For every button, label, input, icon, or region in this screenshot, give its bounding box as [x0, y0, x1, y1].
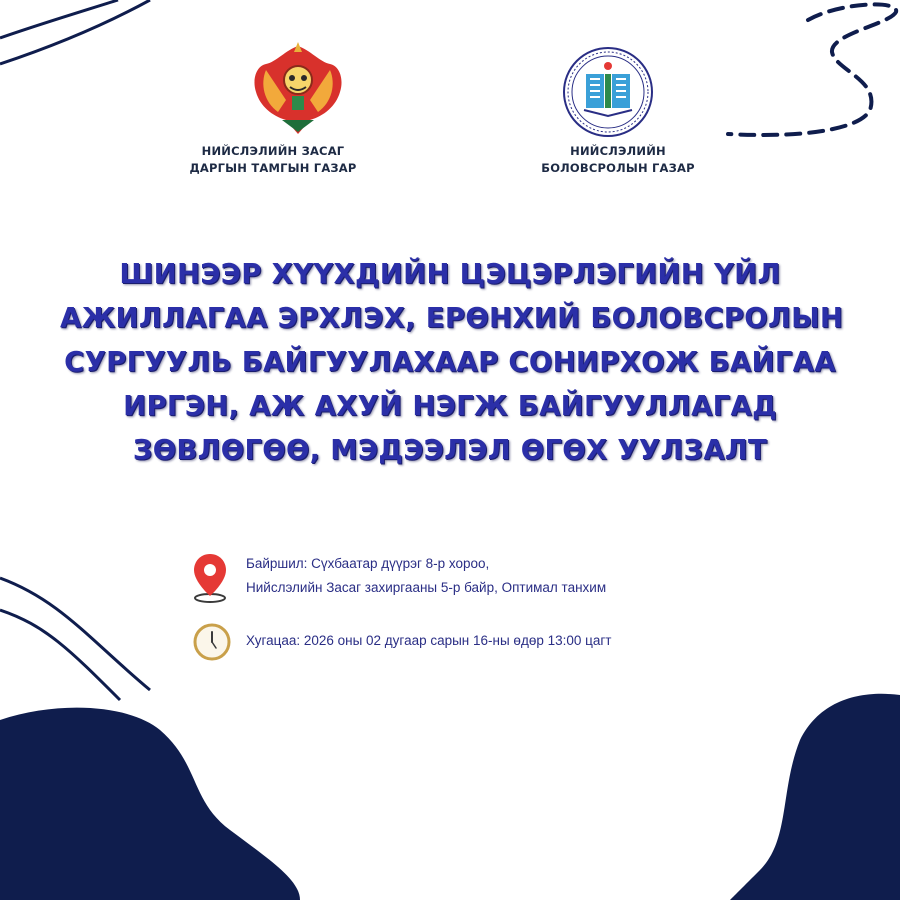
title-line: ИРГЭН, АЖ АХУЙ НЭГЖ БАЙГУУЛЛАГАД: [123, 390, 777, 422]
event-title: [60, 252, 844, 472]
dashed-swirl-top-right: [728, 4, 896, 135]
decorative-curve-top-left: [0, 0, 118, 38]
title-line: ЗӨВЛӨГӨӨ, МЭДЭЭЛЭЛ ӨГӨХ УУЛЗАЛТ: [132, 434, 768, 466]
title-line: АЖИЛЛАГАА ЭРХЛЭХ, ЕРӨНХИЙ БОЛОВСРОЛЫН: [60, 302, 844, 334]
clock-icon: [192, 622, 232, 662]
education-department-logo-icon: [556, 44, 660, 140]
state-emblem-icon: [246, 40, 350, 140]
decorative-curve-left: [0, 578, 150, 690]
title-line: СУРГУУЛЬ БАЙГУУЛАХААР СОНИРХОЖ БАЙГАА: [64, 346, 836, 378]
location-pin-icon: [190, 552, 230, 604]
decorative-curve-top-left-2: [0, 0, 150, 64]
decorative-curve-left-2: [0, 610, 120, 700]
navy-blob-bottom-right: [730, 694, 900, 900]
organization-name-mayors-office: [178, 143, 368, 177]
event-time: [246, 629, 611, 653]
organization-name-education-department: [528, 143, 708, 177]
org-name-line: ДАРГЫН ТАМГЫН ГАЗАР: [189, 161, 357, 175]
time-line: Хугацаа: 2026 оны 02 дугаар сарын 16-ны өдөр 13:00 цагт: [246, 633, 612, 648]
title-line: ШИНЭЭР ХҮҮХДИЙН ЦЭЦЭРЛЭГИЙН ҮЙЛ: [119, 258, 781, 290]
org-name-line: БОЛОВСРОЛЫН ГАЗАР: [541, 161, 695, 175]
navy-blob-bottom-left: [0, 708, 300, 900]
org-name-line: НИЙСЛЭЛИЙН ЗАСАГ: [201, 144, 345, 158]
org-name-line: НИЙСЛЭЛИЙН: [570, 144, 666, 158]
location-line: Нийслэлийн Засаг захиргааны 5-р байр, Оптимал танхим: [246, 580, 607, 595]
event-location: [246, 552, 606, 600]
location-line: Байршил: Сүхбаатар дүүрэг 8-р хороо,: [246, 556, 490, 571]
